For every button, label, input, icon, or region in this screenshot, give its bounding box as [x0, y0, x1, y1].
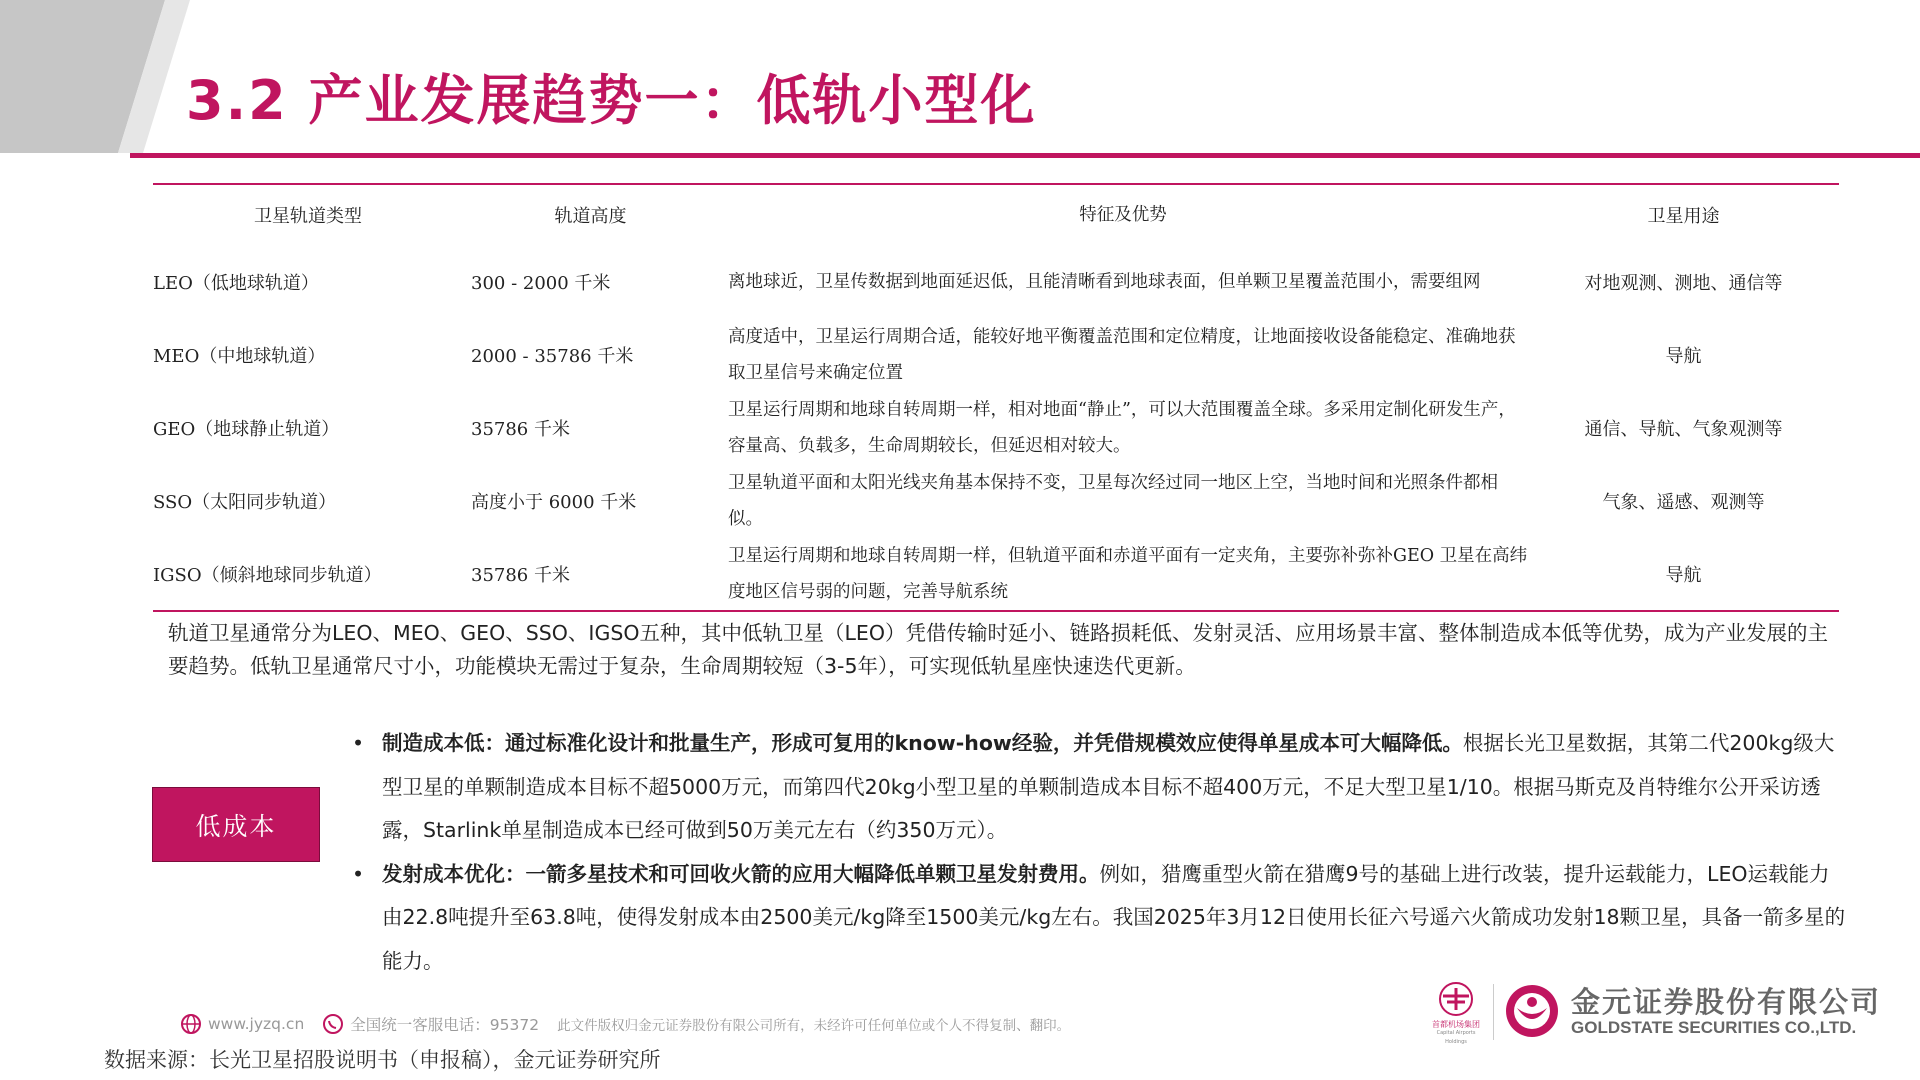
- phone-icon: [322, 1013, 539, 1035]
- bullet-dot: •: [352, 861, 365, 886]
- table-row: [153, 391, 1839, 464]
- header-orbit-type: 卫星轨道类型: [254, 206, 362, 227]
- bullet-text: 根据长光卫星数据，其第二代200kg级大型卫星的单颗制造成本目标不超5000万元，而第四代20kg小型卫星的单颗制造成本目标不超400万元，不足大型卫星1/10。根据马斯克及肖特维尔公开采访透露，Starlink单星制造成本已经可做到50万美元左右（约350万元）。: [382, 731, 1835, 842]
- bullet-dot: •: [352, 731, 365, 755]
- footer-bar: [180, 1010, 1070, 1038]
- header-usage: 卫星用途: [1647, 206, 1720, 227]
- list-item: [348, 722, 1848, 853]
- footer-copyright: 此文件版权归金元证券股份有限公司所有，未经许可任何单位或个人不得复制、翻印。: [557, 1018, 1071, 1034]
- cell-usage: 导航: [1665, 345, 1702, 367]
- data-source-note: 数据来源：长光卫星招股说明书（申报稿），金元证券研究所: [104, 1048, 661, 1072]
- list-item: [348, 853, 1848, 984]
- cell-orbit-type: GEO（地球静止轨道）: [153, 418, 340, 440]
- cell-orbit-type: LEO（低地球轨道）: [153, 272, 319, 294]
- cell-altitude: 2000 - 35786 千米: [471, 345, 634, 367]
- table-row: [153, 537, 1839, 610]
- footer-website[interactable]: www.jyzq.cn: [208, 1015, 305, 1033]
- company-logos: [1425, 980, 1882, 1048]
- airport-group-logo-icon: [1435, 982, 1477, 1018]
- cell-features: 离地球近，卫星传数据到地面延迟低，且能清晰看到地球表面，但单颗卫星覆盖范围小，需要组网: [728, 271, 1481, 292]
- cell-features: 高度适中，卫星运行周期合适，能较好地平衡覆盖范围和定位精度，让地面接收设备能稳定、准确地获取卫星信号来确定位置: [728, 326, 1516, 383]
- header-altitude: 轨道高度: [554, 206, 627, 227]
- cell-altitude: 35786 千米: [471, 418, 570, 440]
- table-header-row: [153, 185, 1839, 245]
- cell-orbit-type: SSO（太阳同步轨道）: [153, 491, 337, 513]
- table-row: [153, 245, 1839, 318]
- cell-features: 卫星运行周期和地球自转周期一样，相对地面“静止”，可以大范围覆盖全球。多采用定制化研发生产，容量高、负载多，生命周期较长，但延迟相对较大。: [728, 399, 1516, 456]
- table-row: [153, 318, 1839, 391]
- page-title: 3.2 产业发展趋势一：低轨小型化: [186, 69, 1037, 132]
- footer-hotline: 全国统一客服电话：95372: [350, 1016, 540, 1034]
- header-features: 特征及优势: [1079, 205, 1167, 225]
- airport-group-caption: [1425, 1020, 1487, 1047]
- cell-usage: 气象、遥感、观测等: [1602, 491, 1765, 513]
- cell-altitude: 高度小于 6000 千米: [471, 491, 637, 513]
- cell-altitude: 35786 千米: [471, 564, 570, 586]
- bullet-list: [348, 722, 1848, 983]
- cell-orbit-type: IGSO（倾斜地球同步轨道）: [153, 564, 382, 586]
- goldstate-logo-icon: [1503, 982, 1561, 1040]
- summary-paragraph: 轨道卫星通常分为LEO、MEO、GEO、SSO、IGSO五种，其中低轨卫星（LEO）凭借传输时延小、链路损耗低、发射灵活、应用场景丰富、整体制造成本低等优势，成为产业发展的主要趋势。低轨卫星通常尺寸小，功能模块无需过于复杂，生命周期较短（3-5年），可实现低轨星座快速迭代更新。: [168, 621, 1829, 678]
- low-cost-badge: 低成本: [152, 787, 320, 862]
- orbit-comparison-table: [153, 183, 1839, 612]
- airport-name-cn: 首都机场集团: [1432, 1020, 1480, 1029]
- company-name-cn: 金元证券股份有限公司: [1571, 985, 1882, 1019]
- table-row: [153, 464, 1839, 537]
- airport-name-en: Capital Airports Holdings: [1436, 1030, 1476, 1045]
- cell-usage: 通信、导航、气象观测等: [1584, 418, 1783, 440]
- cell-features: 卫星轨道平面和太阳光线夹角基本保持不变，卫星每次经过同一地区上空，当地时间和光照条件都相似。: [728, 472, 1498, 529]
- cell-usage: 对地观测、测地、通信等: [1584, 272, 1783, 294]
- title-divider: [130, 153, 1920, 158]
- cell-orbit-type: MEO（中地球轨道）: [153, 345, 326, 367]
- cell-altitude: 300 - 2000 千米: [471, 272, 611, 294]
- bullet-text: 例如，猎鹰重型火箭在猎鹰9号的基础上进行改装，提升运载能力，LEO运载能力由22.8吨提升至63.8吨，使得发射成本由2500美元/kg降至1500美元/kg左右。我国2025年3月12日使用长征六号遥六火箭成功发射18颗卫星，具备一箭多星的能力。: [382, 861, 1846, 973]
- table-bottom-rule: [153, 610, 1839, 612]
- cell-features: 卫星运行周期和地球自转周期一样，但轨道平面和赤道平面有一定夹角，主要弥补弥补GEO 卫星在高纬度地区信号弱的问题，完善导航系统: [728, 545, 1528, 602]
- company-name-en: GOLDSTATE SECURITIES CO.,LTD.: [1571, 1018, 1857, 1037]
- globe-icon: [180, 1013, 304, 1035]
- bullet-heading: 制造成本低：通过标准化设计和批量生产，形成可复用的know-how经验，并凭借规模效应使得单星成本可大幅降低。: [382, 731, 1463, 755]
- cell-usage: 导航: [1665, 564, 1702, 586]
- logo-divider: [1493, 984, 1494, 1040]
- bullet-heading: 发射成本优化：一箭多星技术和可回收火箭的应用大幅降低单颗卫星发射费用。: [382, 861, 1100, 886]
